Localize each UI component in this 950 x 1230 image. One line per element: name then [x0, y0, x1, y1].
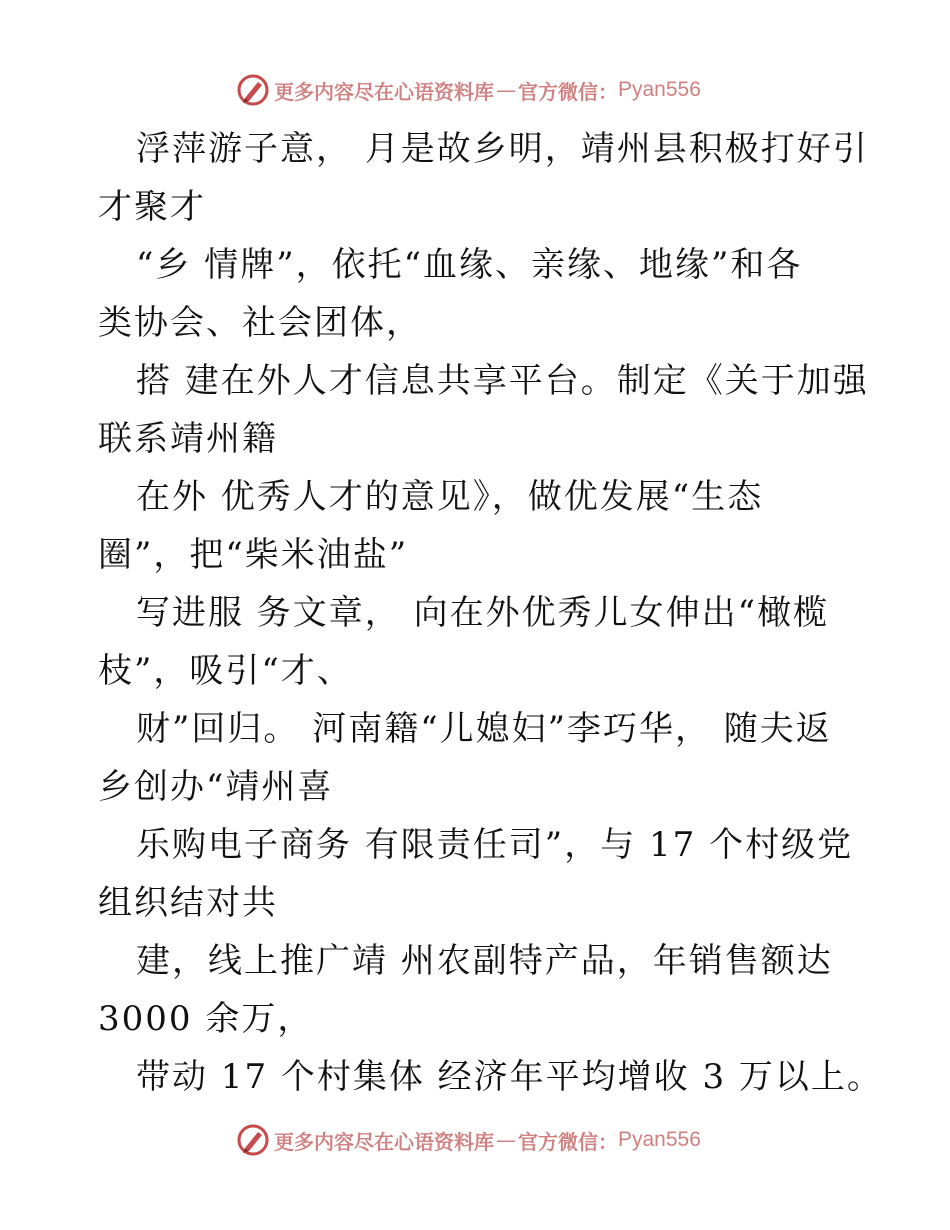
text-line: 写进服 务文章， 向在外优秀儿女伸出“橄榄	[136, 593, 829, 633]
text-line: 类协会、社会团体，	[98, 303, 422, 343]
text-line: 组织结对共	[98, 883, 278, 923]
text-line: 浮萍游子意， 月是故乡明，靖州县积极打好引	[136, 129, 869, 169]
text-line: 在外 优秀人才的意见》，做优发展“生态	[136, 477, 764, 517]
text-line: 财”回归。 河南籍“儿媳妇”李巧华， 随夫返	[136, 709, 832, 749]
pen-logo-icon	[236, 73, 270, 107]
text-line: 联系靖州籍	[98, 419, 278, 459]
text-line: 枝”，吸引“才、	[98, 651, 353, 691]
text-line: 圈”，把“柴米油盐”	[98, 535, 409, 575]
text-line: 3000 余万，	[98, 999, 314, 1039]
watermark-main-text: 更多内容尽在心语资料库	[274, 79, 494, 104]
document-body	[98, 120, 883, 1106]
text-line: 才聚才	[98, 187, 206, 227]
text-line: “乡 情牌”，依托“血缘、亲缘、地缘”和各	[136, 245, 803, 285]
watermark-account: Pyan556	[618, 78, 701, 101]
watermark-suffix: 官方微信：	[518, 79, 618, 104]
text-line: 搭 建在外人才信息共享平台。制定《关于加强	[136, 361, 869, 401]
watermark-separator: —	[496, 1128, 516, 1152]
text-line: 带动 17 个村集体 经济年平均增收 3 万以上。	[136, 1057, 883, 1097]
pen-logo-icon	[236, 1123, 270, 1157]
text-line: 乡创办“靖州喜	[98, 767, 334, 807]
watermark-account: Pyan556	[618, 1128, 701, 1151]
header-watermark	[236, 72, 701, 108]
watermark-main-text: 更多内容尽在心语资料库	[274, 1129, 494, 1154]
text-line: 建，线上推广靖 州农副特产品，年销售额达	[136, 941, 833, 981]
text-line: 乐购电子商务 有限责任司”，与 17 个村级党	[136, 825, 854, 865]
footer-watermark	[236, 1122, 701, 1158]
watermark-suffix: 官方微信：	[518, 1129, 618, 1154]
watermark-separator: —	[496, 78, 516, 102]
